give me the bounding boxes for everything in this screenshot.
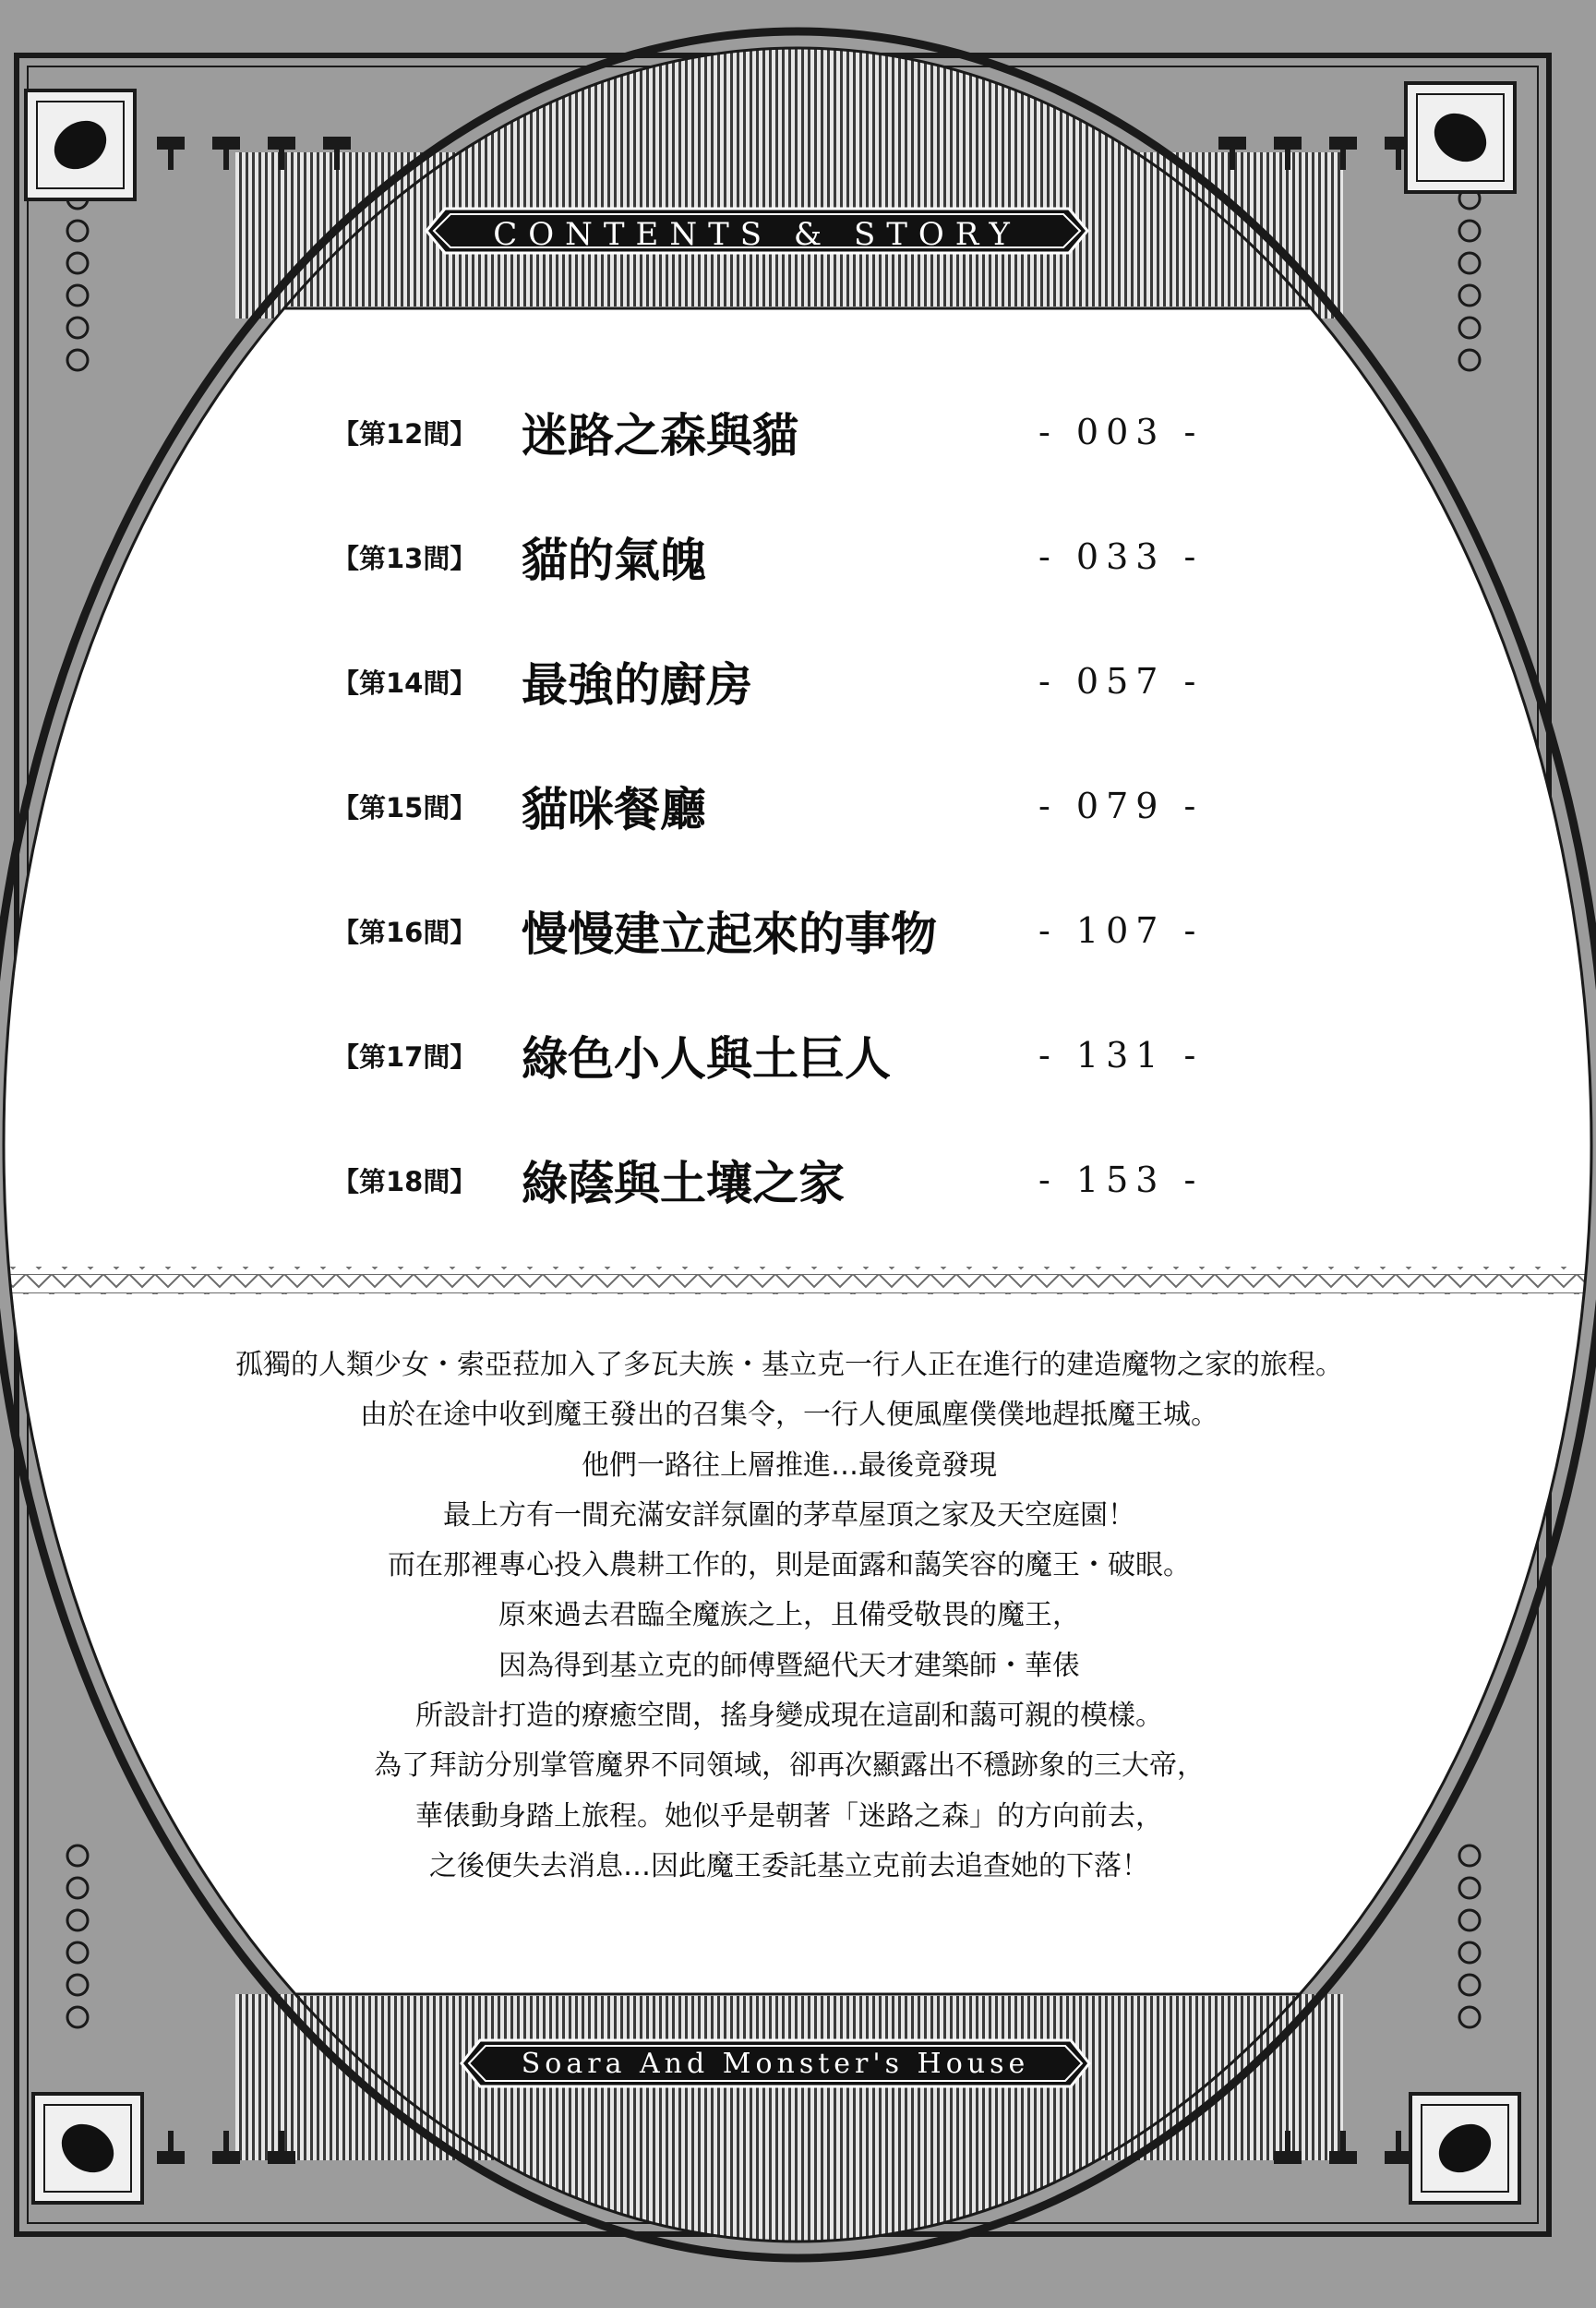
toc-entry[interactable] [332,898,1302,963]
toc-entry[interactable] [332,1148,1302,1212]
page-number: - 131 - [1038,1035,1204,1076]
chapter-title: 慢慢建立起來的事物 [522,908,937,961]
zigzag-divider [0,1267,1596,1294]
story-summary [120,1340,1458,1892]
page-number: - 057 - [1038,661,1204,702]
chapter-title: 貓的氣魄 [522,534,706,587]
story-line: 原來過去君臨全魔族之上，且備受敬畏的魔王， [498,1599,1080,1632]
toc-entry[interactable] [332,400,1302,464]
chapter-title: 迷路之森與貓 [522,409,798,463]
chapter-title: 綠色小人與土巨人 [522,1032,891,1086]
contents-story-banner: CONTENTS & STORY [493,216,1021,253]
page-number: - 107 - [1038,910,1204,951]
corner-emblem-top-right [1406,83,1515,192]
story-line: 孤獨的人類少女・索亞菈加入了多瓦夫族・基立克一行人正在進行的建造魔物之家的旅程。 [235,1349,1343,1381]
story-line: 為了拜訪分別掌管魔界不同領域，卻再次顯露出不穩跡象的三大帝， [374,1749,1205,1783]
story-line: 而在那裡專心投入農耕工作的，則是面露和藹笑容的魔王・破眼。 [388,1549,1191,1582]
story-line: 之後便失去消息…因此魔王委託基立克前去追查她的下落！ [429,1849,1149,1882]
toc-entry[interactable] [332,524,1302,589]
chapter-label: 【第16間】 [332,916,477,948]
chapter-label: 【第17間】 [332,1040,477,1073]
chapter-label: 【第15間】 [332,791,477,823]
page-number: - 003 - [1038,412,1204,452]
story-line: 因為得到基立克的師傅暨絕代天才建築師・華俵 [498,1649,1080,1682]
corner-emblem-bottom-left [33,2094,142,2203]
story-line: 所設計打造的療癒空間，搖身變成現在這副和藹可親的模樣。 [415,1700,1163,1733]
corner-emblem-top-left [26,90,135,199]
toc-entry[interactable] [332,649,1302,714]
chapter-label: 【第18間】 [332,1165,477,1197]
toc-entry[interactable] [332,774,1302,838]
story-line: 他們一路往上層推進…最後竟發現 [582,1449,997,1482]
page-number: - 079 - [1038,786,1204,826]
story-line: 華俵動身踏上旅程。她似乎是朝著「迷路之森」的方向前去， [415,1799,1163,1833]
chapter-title: 貓咪餐廳 [522,783,706,836]
chapter-label: 【第13間】 [332,542,477,574]
chapter-title: 最強的廚房 [522,658,752,712]
chapter-label: 【第12間】 [332,417,477,450]
chapter-label: 【第14間】 [332,667,477,699]
story-line: 最上方有一間充滿安詳氛圍的茅草屋頂之家及天空庭園！ [443,1498,1135,1532]
page-number: - 153 - [1038,1160,1204,1200]
page-number: - 033 - [1038,536,1204,577]
chapter-title: 綠蔭與土壤之家 [522,1157,845,1210]
oval-panel [4,48,1591,2242]
series-title-banner: Soara And Monster's House [521,2047,1030,2080]
toc-entry[interactable] [332,1023,1302,1088]
story-line: 由於在途中收到魔王發出的召集令，一行人便風塵僕僕地趕抵魔王城。 [360,1399,1218,1432]
corner-emblem-bottom-right [1410,2094,1519,2203]
